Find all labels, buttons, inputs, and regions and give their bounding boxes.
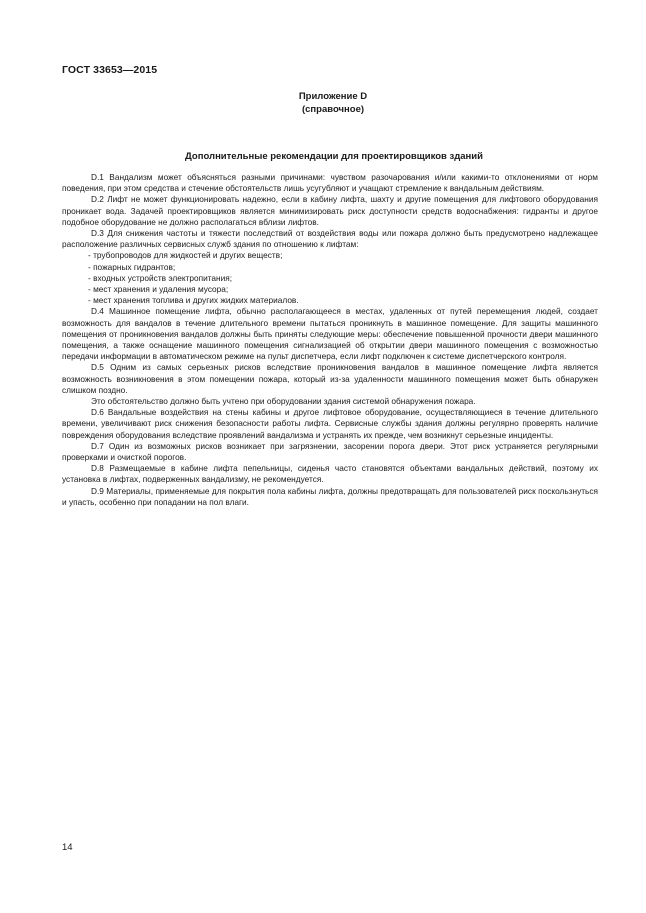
paragraph-d3: D.3 Для снижения частоты и тяжести последствий от воздействия воды или пожара должно быть предусмотрено надлежащее расположение различных сервисных служб здания по отношению к лифтам: xyxy=(62,228,598,250)
appendix-heading xyxy=(0,90,646,116)
paragraph-d9: D.9 Материалы, применяемые для покрытия пола кабины лифта, должны предотвращать для пользователей риск поскользнуться и упасть, особенно при попадании на пол влаги. xyxy=(62,485,598,507)
paragraph-d6: D.6 Вандальные воздействия на стены кабины и другое лифтовое оборудование, осуществляющиеся в течение длительного времени, увеличивают риск снижения безопасности работы лифта. Сервисные службы здания должны регулярно проверять наличие повреждения оборудования вследствие проявлений вандализма и устранять их прежде, чем возникнут серьезные инциденты. xyxy=(62,407,598,440)
paragraph-d2: D.2 Лифт не может функционировать надежно, если в кабину лифта, шахту и другие помещения для лифтового оборудования проникает вода. Задачей проектировщиков является минимизировать риск доступности средств водоснабжения: гидранты и другое подобное оборудование не должно располагаться вблизи лифтов. xyxy=(62,194,598,227)
paragraph-d5: D.5 Одним из самых серьезных рисков вследствие проникновения вандалов в машинное помещение лифта является возможность возникновения в этом помещении пожара, который из-за удаленности машинного помещения может быть обнаружен слишком поздно. xyxy=(62,362,598,395)
paragraph-d1: D.1 Вандализм может объясняться разными причинами: чувством разочарования и/или какими-то отклонениями от норм поведения, при этом средства и стечение обстоятельств лишь усугубляют и учащают стремление к вандальным действиям. xyxy=(62,172,598,194)
section-title: Дополнительные рекомендации для проектировщиков зданий xyxy=(185,151,483,162)
list-item: - мест хранения топлива и других жидких материалов. xyxy=(88,295,299,306)
list-item: - мест хранения и удаления мусора; xyxy=(88,284,229,295)
appendix-label: Приложение D xyxy=(298,91,368,102)
page-number: 14 xyxy=(62,842,73,853)
paragraph-d8: D.8 Размещаемые в кабине лифта пепельницы, сиденья часто становятся объектами вандальных действий, поэтому их установка в лифтах, подверженных вандализму, не рекомендуется. xyxy=(62,463,598,485)
list-item: - пожарных гидрантов; xyxy=(88,261,176,272)
standard-code: ГОСТ 33653—2015 xyxy=(62,64,158,76)
list-item: - входных устройств электропитания; xyxy=(88,272,233,283)
paragraph-d4: D.4 Машинное помещение лифта, обычно располагающееся в местах, удаленных от путей перемещения людей, создает возможность для вандалов в течение длительного времени пытаться проникнуть в машинное помещение. Для защиты машинного помещения от проникновения вандалов должны быть приняты следующие меры: обеспечение повышенной прочности двери машинного помещения, а также оснащение машинного помещения сигнализацией об открытии двери машинного помещения с возможностью передачи информации в автоматическом режиме на пульт диспетчера, если лифт подключен к системе диспетчерского контроля. xyxy=(62,306,598,362)
paragraph-d5-note: Это обстоятельство должно быть учтено при оборудовании здания системой обнаружения пожара. xyxy=(91,396,476,407)
paragraph-d7: D.7 Один из возможных рисков возникает при загрязнении, засорении порога двери. Этот риск устраняется регулярными проверками и очисткой порогов. xyxy=(62,440,598,463)
body-text xyxy=(62,172,598,508)
list-item: - трубопроводов для жидкостей и других веществ; xyxy=(88,250,283,261)
appendix-type: (справочное) xyxy=(301,104,365,115)
